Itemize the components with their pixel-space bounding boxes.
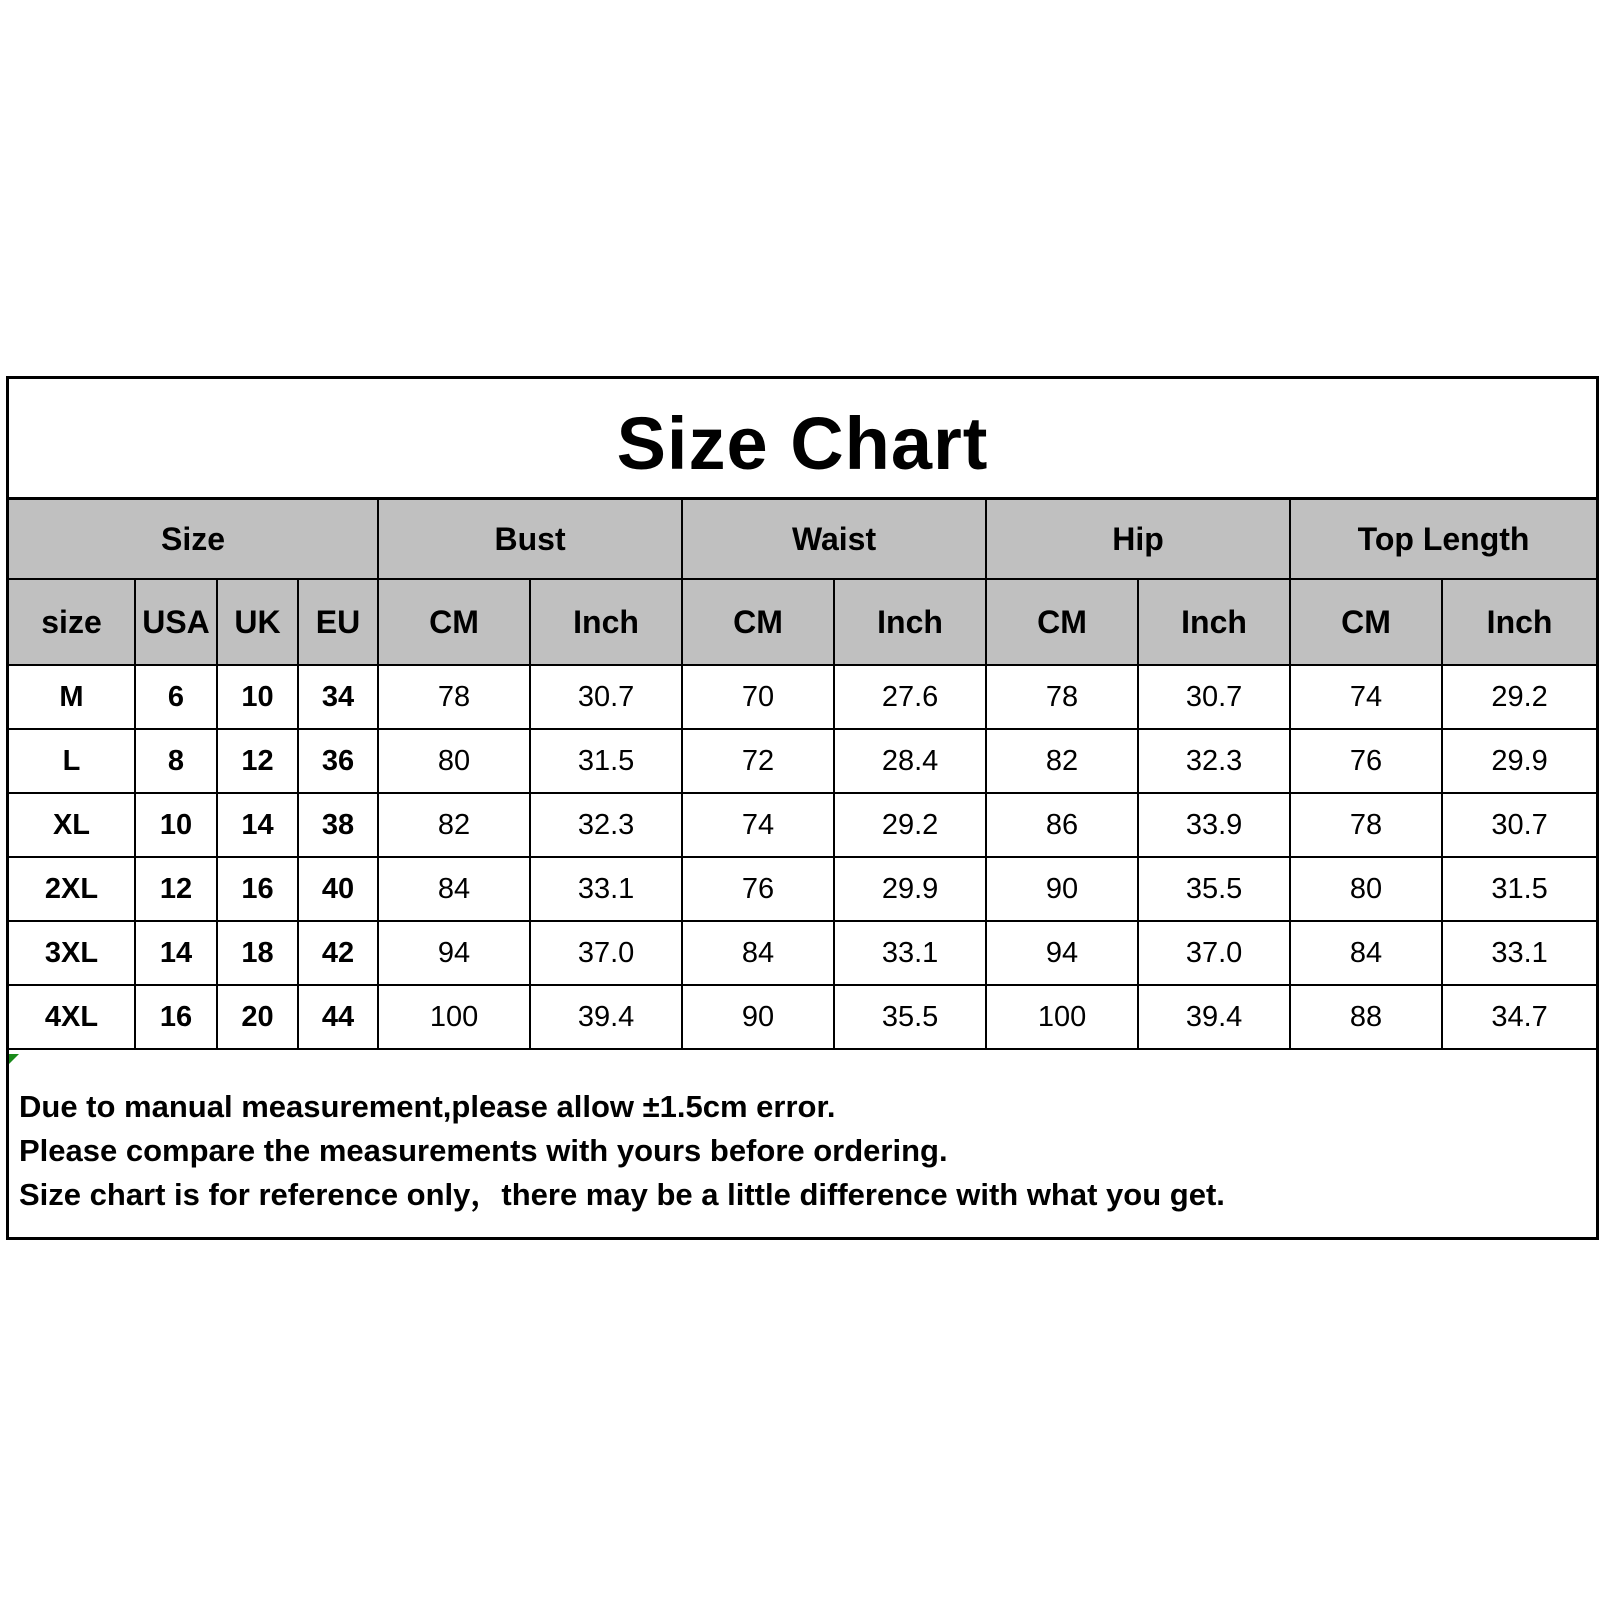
table-row [9,793,1596,857]
table-cell: 2XL [9,857,135,921]
table-cell: 31.5 [530,729,682,793]
table-cell: 8 [135,729,217,793]
table-cell: 35.5 [834,985,986,1049]
group-header-size: Size [9,499,378,580]
table-cell: 39.4 [1138,985,1290,1049]
table-cell: 74 [1290,665,1442,729]
table-cell: 72 [682,729,834,793]
table-cell: 29.2 [834,793,986,857]
table-cell: 88 [1290,985,1442,1049]
table-row [9,665,1596,729]
size-table [9,497,1596,1050]
table-cell: 20 [217,985,298,1049]
table-cell: 30.7 [1442,793,1596,857]
table-cell: 78 [1290,793,1442,857]
table-cell: 80 [1290,857,1442,921]
corner-mark-icon [9,1054,19,1064]
table-cell: 84 [1290,921,1442,985]
table-row [9,729,1596,793]
table-row [9,857,1596,921]
table-cell: 30.7 [1138,665,1290,729]
table-cell: 30.7 [530,665,682,729]
group-header-bust: Bust [378,499,682,580]
table-cell: 29.9 [1442,729,1596,793]
table-cell: 39.4 [530,985,682,1049]
table-cell: 76 [682,857,834,921]
table-cell: 42 [298,921,378,985]
table-cell: 78 [986,665,1138,729]
table-cell: 12 [217,729,298,793]
sub-header-waist-cm: CM [682,579,834,665]
table-cell: 80 [378,729,530,793]
sub-header-size: size [9,579,135,665]
table-cell: 3XL [9,921,135,985]
sub-header-top-length-cm: CM [1290,579,1442,665]
table-cell: 90 [986,857,1138,921]
table-cell: 84 [682,921,834,985]
table-cell: 35.5 [1138,857,1290,921]
table-cell: 12 [135,857,217,921]
table-cell: 37.0 [1138,921,1290,985]
table-cell: 36 [298,729,378,793]
table-cell: 76 [1290,729,1442,793]
table-cell: 18 [217,921,298,985]
note-line: Due to manual measurement,please allow ±1.5cm error. [19,1089,836,1124]
table-cell: 10 [217,665,298,729]
table-cell: M [9,665,135,729]
table-cell: 29.2 [1442,665,1596,729]
sub-header-usa: USA [135,579,217,665]
notes [19,1085,1579,1217]
table-cell: 14 [217,793,298,857]
table-cell: 10 [135,793,217,857]
group-header-hip: Hip [986,499,1290,580]
table-cell: 86 [986,793,1138,857]
table-cell: 74 [682,793,834,857]
group-header-row [9,499,1596,580]
sub-header-waist-inch: Inch [834,579,986,665]
table-body [9,665,1596,1049]
table-cell: L [9,729,135,793]
table-cell: 84 [378,857,530,921]
sub-header-uk: UK [217,579,298,665]
table-cell: 16 [135,985,217,1049]
table-cell: 100 [986,985,1138,1049]
sub-header-top-length-inch: Inch [1442,579,1596,665]
table-cell: 78 [378,665,530,729]
table-cell: 34.7 [1442,985,1596,1049]
table-cell: 100 [378,985,530,1049]
table-cell: 38 [298,793,378,857]
table-cell: 14 [135,921,217,985]
table-cell: 33.1 [530,857,682,921]
table-cell: 40 [298,857,378,921]
size-chart-frame [6,376,1599,1240]
table-cell: 32.3 [530,793,682,857]
table-cell: 31.5 [1442,857,1596,921]
sub-header-eu: EU [298,579,378,665]
table-cell: 33.1 [1442,921,1596,985]
table-cell: XL [9,793,135,857]
table-cell: 70 [682,665,834,729]
table-cell: 6 [135,665,217,729]
sub-header-row [9,579,1596,665]
table-cell: 32.3 [1138,729,1290,793]
note-line: Please compare the measurements with yours before ordering. [19,1133,948,1168]
table-cell: 28.4 [834,729,986,793]
table-cell: 29.9 [834,857,986,921]
group-header-waist: Waist [682,499,986,580]
table-cell: 90 [682,985,834,1049]
table-cell: 33.1 [834,921,986,985]
table-cell: 37.0 [530,921,682,985]
table-cell: 34 [298,665,378,729]
table-cell: 82 [378,793,530,857]
table-cell: 33.9 [1138,793,1290,857]
chart-title: Size Chart [616,402,989,485]
table-cell: 82 [986,729,1138,793]
table-row [9,985,1596,1049]
sub-header-hip-inch: Inch [1138,579,1290,665]
sub-header-bust-cm: CM [378,579,530,665]
table-cell: 44 [298,985,378,1049]
table-cell: 4XL [9,985,135,1049]
note-line: Size chart is for reference only，there may be a little difference with what you get. [19,1177,1225,1212]
table-cell: 27.6 [834,665,986,729]
sub-header-hip-cm: CM [986,579,1138,665]
table-cell: 16 [217,857,298,921]
sub-header-bust-inch: Inch [530,579,682,665]
table-cell: 94 [986,921,1138,985]
table-row [9,921,1596,985]
group-header-top-length: Top Length [1290,499,1596,580]
table-cell: 94 [378,921,530,985]
